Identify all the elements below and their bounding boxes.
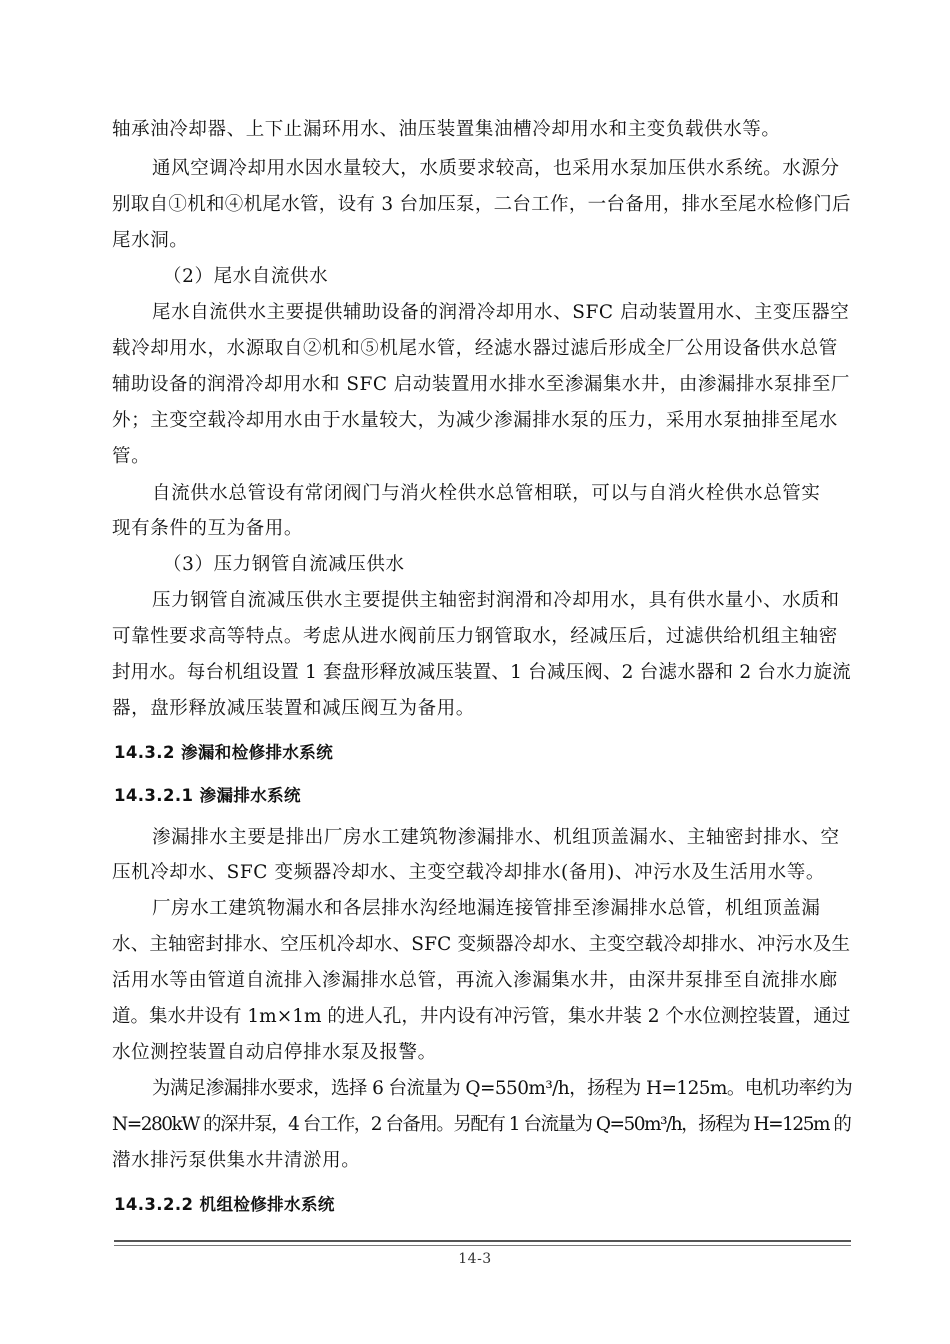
body-text-line: 潜水排污泵供集水井清淤用。 <box>112 1150 361 1171</box>
body-text-line: 尾水洞。 <box>112 230 189 251</box>
subsection-label: （3）压力钢管自流减压供水 <box>163 554 405 575</box>
body-text-line: 现有条件的互为备用。 <box>112 518 304 539</box>
body-text-line: 尾水自流供水主要提供辅助设备的润滑冷却用水、SFC 启动装置用水、主变压器空 <box>152 302 850 323</box>
section-heading: 14.3.2.2 机组检修排水系统 <box>114 1195 335 1214</box>
body-text-line: N=280kW 的深井泵，4 台工作，2 台备用。另配有 1 台流量为 Q=50m³/h，扬程为 H=125m 的 <box>112 1114 851 1135</box>
subsection-label: （2）尾水自流供水 <box>163 266 329 287</box>
body-text-line: 水位测控装置自动启停排水泵及报警。 <box>112 1042 437 1063</box>
body-text-line: 管。 <box>112 446 151 467</box>
body-text-line: 通风空调冷却用水因水量较大，水质要求较高，也采用水泵加压供水系统。水源分 <box>152 158 840 179</box>
body-text-line: 道。集水井设有 1m×1m 的进人孔，井内设有冲污管，集水井装 2 个水位测控装置，通过 <box>112 1006 851 1027</box>
body-text-line: 自流供水总管设有常闭阀门与消火栓供水总管相联，可以与自消火栓供水总管实 <box>152 483 821 504</box>
body-text-line: 可靠性要求高等特点。考虑从进水阀前压力钢管取水，经减压后，过滤供给机组主轴密 <box>112 626 838 647</box>
body-text-line: 水、主轴密封排水、空压机冷却水、SFC 变频器冷却水、主变空载冷却排水、冲污水及生 <box>112 934 851 955</box>
footer-divider-thin <box>114 1245 851 1246</box>
body-text-line: 辅助设备的润滑冷却用水和 SFC 启动装置用水排水至渗漏集水井，由渗漏排水泵排至厂 <box>112 374 850 395</box>
body-text-line: 别取自①机和④机尾水管，设有 3 台加压泵，二台工作，一台备用，排水至尾水检修门后 <box>112 194 851 215</box>
body-text-line: 外；主变空载冷却用水由于水量较大，为减少渗漏排水泵的压力，采用水泵抽排至尾水 <box>112 410 838 431</box>
body-text-line: 压机冷却水、SFC 变频器冷却水、主变空载冷却排水(备用)、冲污水及生活用水等。 <box>112 862 825 883</box>
body-text-line: 为满足渗漏排水要求，选择 6 台流量为 Q=550m³/h，扬程为 H=125m。电机功率约为 <box>152 1078 853 1099</box>
section-heading: 14.3.2 渗漏和检修排水系统 <box>114 743 334 762</box>
body-text-line: 器，盘形释放减压装置和减压阀互为备用。 <box>112 698 475 719</box>
body-text-line: 压力钢管自流减压供水主要提供主轴密封润滑和冷却用水，具有供水量小、水质和 <box>152 590 840 611</box>
body-text-line: 厂房水工建筑物漏水和各层排水沟经地漏连接管排至渗漏排水总管，机组顶盖漏 <box>152 898 821 919</box>
body-text-line: 封用水。每台机组设置 1 套盘形释放减压装置、1 台减压阀、2 台滤水器和 2 台水力旋流 <box>112 662 851 683</box>
body-text-line: 轴承油冷却器、上下止漏环用水、油压装置集油槽冷却用水和主变负载供水等。 <box>112 119 781 140</box>
section-heading: 14.3.2.1 渗漏排水系统 <box>114 786 301 805</box>
body-text-line: 载冷却用水，水源取自②机和⑤机尾水管，经滤水器过滤后形成全厂公用设备供水总管 <box>112 338 838 359</box>
footer-divider-thick <box>114 1240 851 1242</box>
body-text-line: 渗漏排水主要是排出厂房水工建筑物渗漏排水、机组顶盖漏水、主轴密封排水、空 <box>152 827 840 848</box>
body-text-line: 活用水等由管道自流排入渗漏排水总管，再流入渗漏集水井，由深井泵排至自流排水廊 <box>112 970 838 991</box>
page-number: 14-3 <box>458 1251 492 1267</box>
